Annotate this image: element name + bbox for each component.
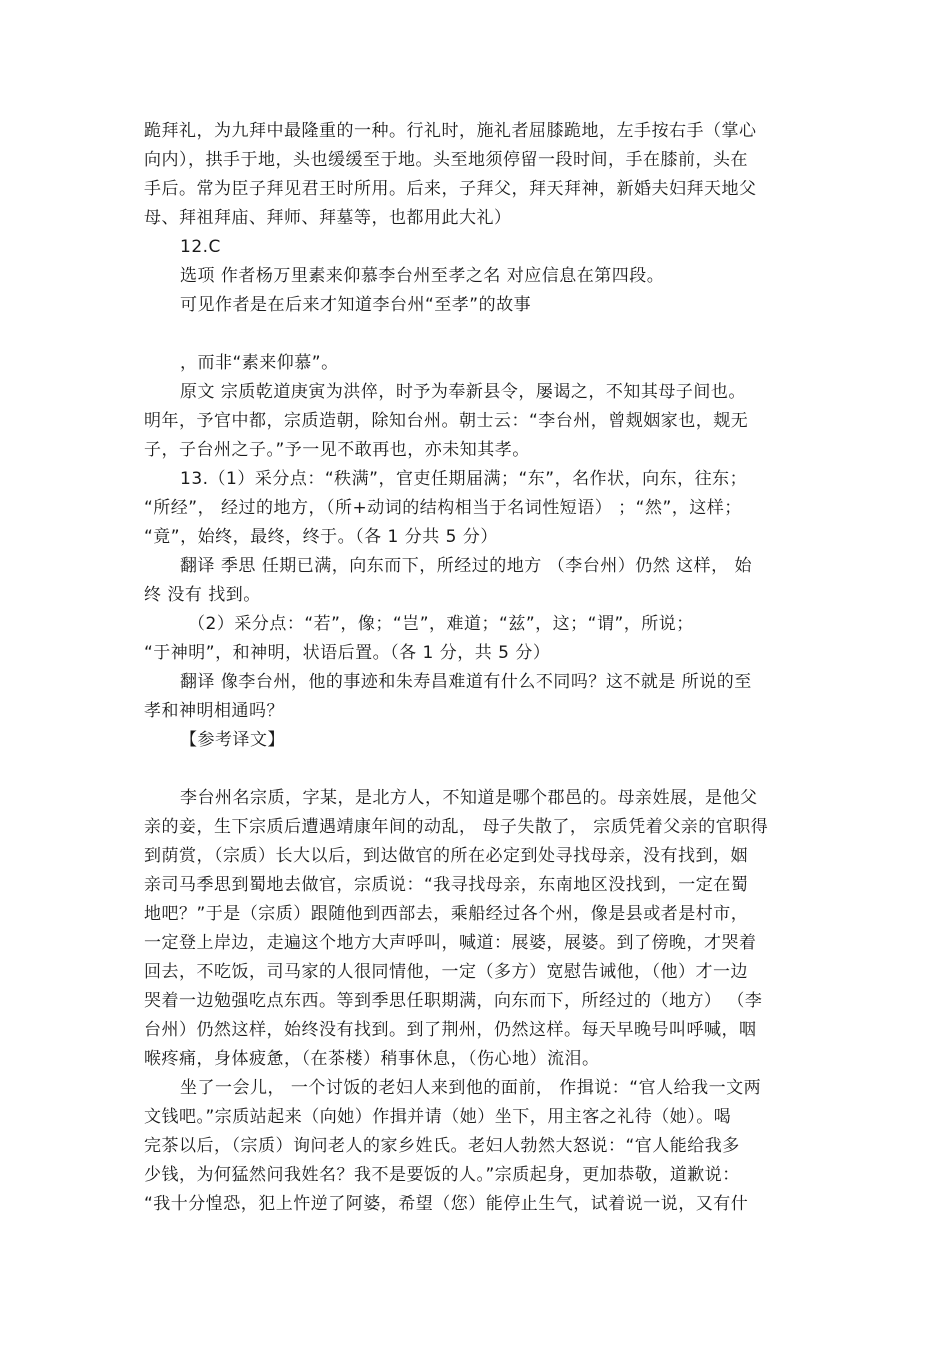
text-line: （2）采分点：“若”，像；“岂”，难道；“兹”，这；“谓”，所说； <box>188 614 694 634</box>
text-line: 手后。常为臣子拜见君王时所用。后来，子拜父，拜天拜神，新婚夫妇拜天地父 <box>144 179 757 199</box>
text-line: 少钱，为何猛然问我姓名？我不是要饭的人。”宗质起身，更加恭敬，道歉说： <box>144 1165 740 1185</box>
text-line: 跪拜礼，为九拜中最隆重的一种。行礼时，施礼者屈膝跪地，左手按右手（掌心 <box>144 121 757 141</box>
section-heading: 【参考译文】 <box>180 730 285 750</box>
text-line: 亲司马季思到蜀地去做官，宗质说：“我寻找母亲，东南地区没找到，一定在蜀 <box>144 875 749 895</box>
text-line: “所经”， 经过的地方，（所+动词的结构相当于名词性短语） ；“然”，这样； <box>144 498 742 518</box>
text-line: 可见作者是在后来才知道李台州“至孝”的故事 <box>180 295 532 315</box>
text-line: 哭着一边勉强吃点东西。等到季思任职期满，向东而下，所经过的（地方） （李 <box>144 991 763 1011</box>
text-line: “于神明”，和神明，状语后置。（各 1 分，共 5 分） <box>144 643 551 663</box>
text-line: 13.（1）采分点：“秩满”，官吏任期届满；“东”，名作状，向东，往东； <box>180 469 748 489</box>
text-line: 孝和神明相通吗？ <box>144 701 284 721</box>
text-line: 地吧？”于是（宗质）跟随他到西部去，乘船经过各个州，像是县或者是村市， <box>144 904 749 924</box>
text-line: 坐了一会儿， 一个讨饭的老妇人来到他的面前， 作揖说：“官人给我一文两 <box>180 1078 762 1098</box>
text-line: 李台州名宗质，字某，是北方人，不知道是哪个郡邑的。母亲姓展，是他父 <box>180 788 758 808</box>
text-line: 完茶以后，（宗质）询问老人的家乡姓氏。老妇人勃然大怒说：“官人能给我多 <box>144 1136 740 1156</box>
text-line: 翻译 季思 任期已满，向东而下，所经过的地方 （李台州）仍然 这样， 始 <box>180 556 753 576</box>
text-line: 台州）仍然这样，始终没有找到。到了荆州，仍然这样。每天早晚号叫呼喊，咽 <box>144 1020 757 1040</box>
text-line: “我十分惶恐，犯上忤逆了阿婆，希望（您）能停止生气，试着说一说，又有什 <box>144 1194 749 1214</box>
text-line: 喉疼痛，身体疲惫，（在茶楼）稍事休息，（伤心地）流泪。 <box>144 1049 600 1069</box>
text-line: 向内），拱手于地，头也缓缓至于地。头至地须停留一段时间，手在膝前，头在 <box>144 150 748 170</box>
text-line: 终 没有 找到。 <box>144 585 261 605</box>
text-line: 一定登上岸边，走遍这个地方大声呼叫，喊道：展婆，展婆。到了傍晚，才哭着 <box>144 933 757 953</box>
answer-number: 12.C <box>180 237 221 257</box>
text-line: 亲的妾，生下宗质后遭遇靖康年间的动乱， 母子失散了， 宗质凭着父亲的官职得 <box>144 817 769 837</box>
text-line: 明年，予官中都，宗质造朝，除知台州。朝士云：“李台州，曾觌姻家也，觌无 <box>144 411 749 431</box>
text-line: 回去，不吃饭，司马家的人很同情他，一定（多方）宽慰告诫他，（他）才一边 <box>144 962 748 982</box>
text-line: 到荫赏，（宗质）长大以后，到达做官的所在必定到处寻找母亲，没有找到，姻 <box>144 846 748 866</box>
text-line: 子，子台州之子。”予一见不敢再也，亦未知其孝。 <box>144 440 530 460</box>
text-line: ，而非“素来仰慕”。 <box>180 353 339 373</box>
text-line: 原文 宗质乾道庚寅为洪倅，时予为奉新县令，屡谒之，不知其母子间也。 <box>180 382 746 402</box>
text-line: 选项 作者杨万里素来仰慕李台州至孝之名 对应信息在第四段。 <box>180 266 665 286</box>
text-line: “竟”，始终，最终，终于。（各 1 分共 5 分） <box>144 527 498 547</box>
text-line: 翻译 像李台州，他的事迹和朱寿昌难道有什么不同吗？这不就是 所说的至 <box>180 672 752 692</box>
text-line: 母、拜祖拜庙、拜师、拜墓等，也都用此大礼） <box>144 208 512 228</box>
text-line: 文钱吧。”宗质站起来（向她）作揖并请（她）坐下，用主客之礼待（她）。喝 <box>144 1107 732 1127</box>
